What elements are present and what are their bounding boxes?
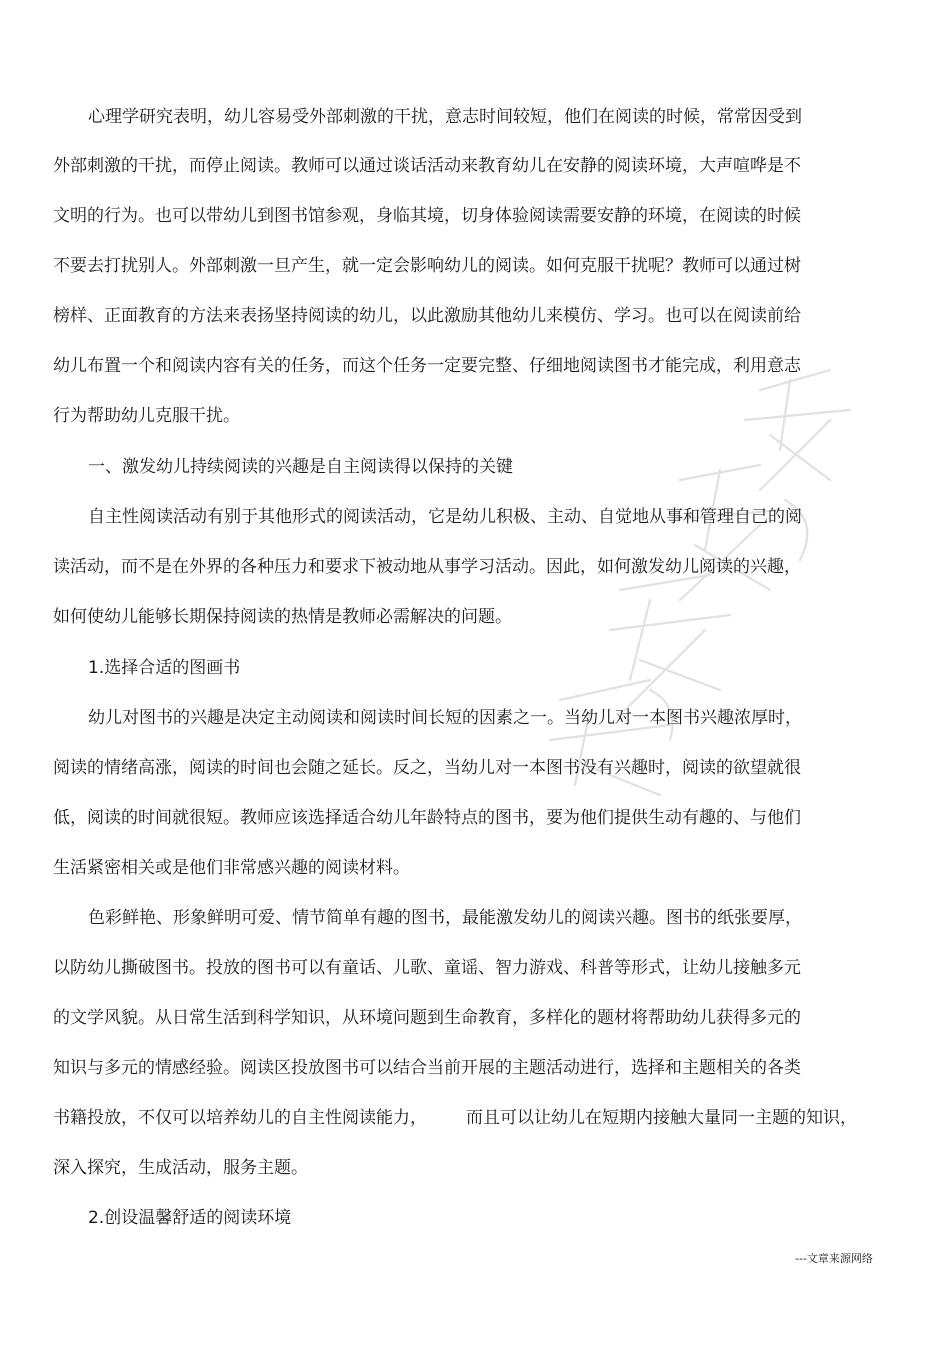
paragraph-4-line: 知识与多元的情感经验。阅读区投放图书可以结合当前开展的主题活动进行，选择和主题相关的各类 <box>53 1058 801 1078</box>
paragraph-1-line: 心理学研究表明，幼儿容易受外部刺激的干扰，意志时间较短，他们在阅读的时候，常常因受到 <box>88 107 802 127</box>
paragraph-1-line: 榜样、正面教育的方法来表扬坚持阅读的幼儿，以此激励其他幼儿来模仿、学习。也可以在阅读前给 <box>53 306 801 326</box>
paragraph-1-line: 幼儿布置一个和阅读内容有关的任务，而这个任务一定要完整、仔细地阅读图书才能完成，利用意志 <box>53 356 801 376</box>
paragraph-3-line: 阅读的情绪高涨，阅读的时间也会随之延长。反之，当幼儿对一本图书没有兴趣时，阅读的欲望就很 <box>53 758 801 778</box>
paragraph-1-line: 外部刺激的干扰，而停止阅读。教师可以通过谈话活动来教育幼儿在安静的阅读环境，大声喧哗是不 <box>53 156 801 176</box>
paragraph-4-line: 以防幼儿撕破图书。投放的图书可以有童话、儿歌、童谣、智力游戏、科普等形式，让幼儿接触多元 <box>53 958 801 978</box>
paragraph-3-line: 生活紧密相关或是他们非常感兴趣的阅读材料。 <box>53 858 410 878</box>
paragraph-4-line: 色彩鲜艳、形象鲜明可爱、情节简单有趣的图书，最能激发幼儿的阅读兴趣。图书的纸张要厚， <box>88 908 802 928</box>
subsection-heading: 2.创设温馨舒适的阅读环境 <box>88 1208 292 1228</box>
paragraph-4-line: 而且可以让幼儿在短期内接触大量同一主题的知识， <box>466 1108 857 1128</box>
paragraph-3-line: 幼儿对图书的兴趣是决定主动阅读和阅读时间长短的因素之一。当幼儿对一本图书兴趣浓厚时， <box>88 708 802 728</box>
paragraph-4-line: 书籍投放，不仅可以培养幼儿的自主性阅读能力， <box>53 1108 427 1128</box>
paragraph-2-line: 读活动，而不是在外界的各种压力和要求下被动地从事学习活动。因此，如何激发幼儿阅读的兴趣， <box>53 557 801 577</box>
paragraph-3-line: 低，阅读的时间就很短。教师应该选择适合幼儿年龄特点的图书，要为他们提供生动有趣的、与他们 <box>53 808 801 828</box>
subsection-heading: 1.选择合适的图画书 <box>88 658 241 678</box>
paragraph-4-line: 深入探究，生成活动，服务主题。 <box>53 1158 308 1178</box>
paragraph-1-line: 文明的行为。也可以带幼儿到图书馆参观，身临其境，切身体验阅读需要安静的环境，在阅读的时候 <box>53 206 801 226</box>
paragraph-1-line: 行为帮助幼儿克服干扰。 <box>53 406 240 426</box>
paragraph-4-line: 的文学风貌。从日常生活到科学知识，从环境问题到生命教育，多样化的题材将帮助幼儿获得多元的 <box>53 1008 801 1028</box>
watermark-seal <box>530 360 870 800</box>
paragraph-2-line: 自主性阅读活动有别于其他形式的阅读活动，它是幼儿积极、主动、自觉地从事和管理自己的阅 <box>88 507 802 527</box>
paragraph-1-line: 不要去打扰别人。外部刺激一旦产生，就一定会影响幼儿的阅读。如何克服干扰呢？教师可以通过树 <box>53 256 801 276</box>
section-heading: 一、激发幼儿持续阅读的兴趣是自主阅读得以保持的关键 <box>88 457 513 477</box>
paragraph-2-line: 如何使幼儿能够长期保持阅读的热情是教师必需解决的问题。 <box>53 607 512 627</box>
source-footer: ---文章来源网络 <box>795 1252 873 1265</box>
